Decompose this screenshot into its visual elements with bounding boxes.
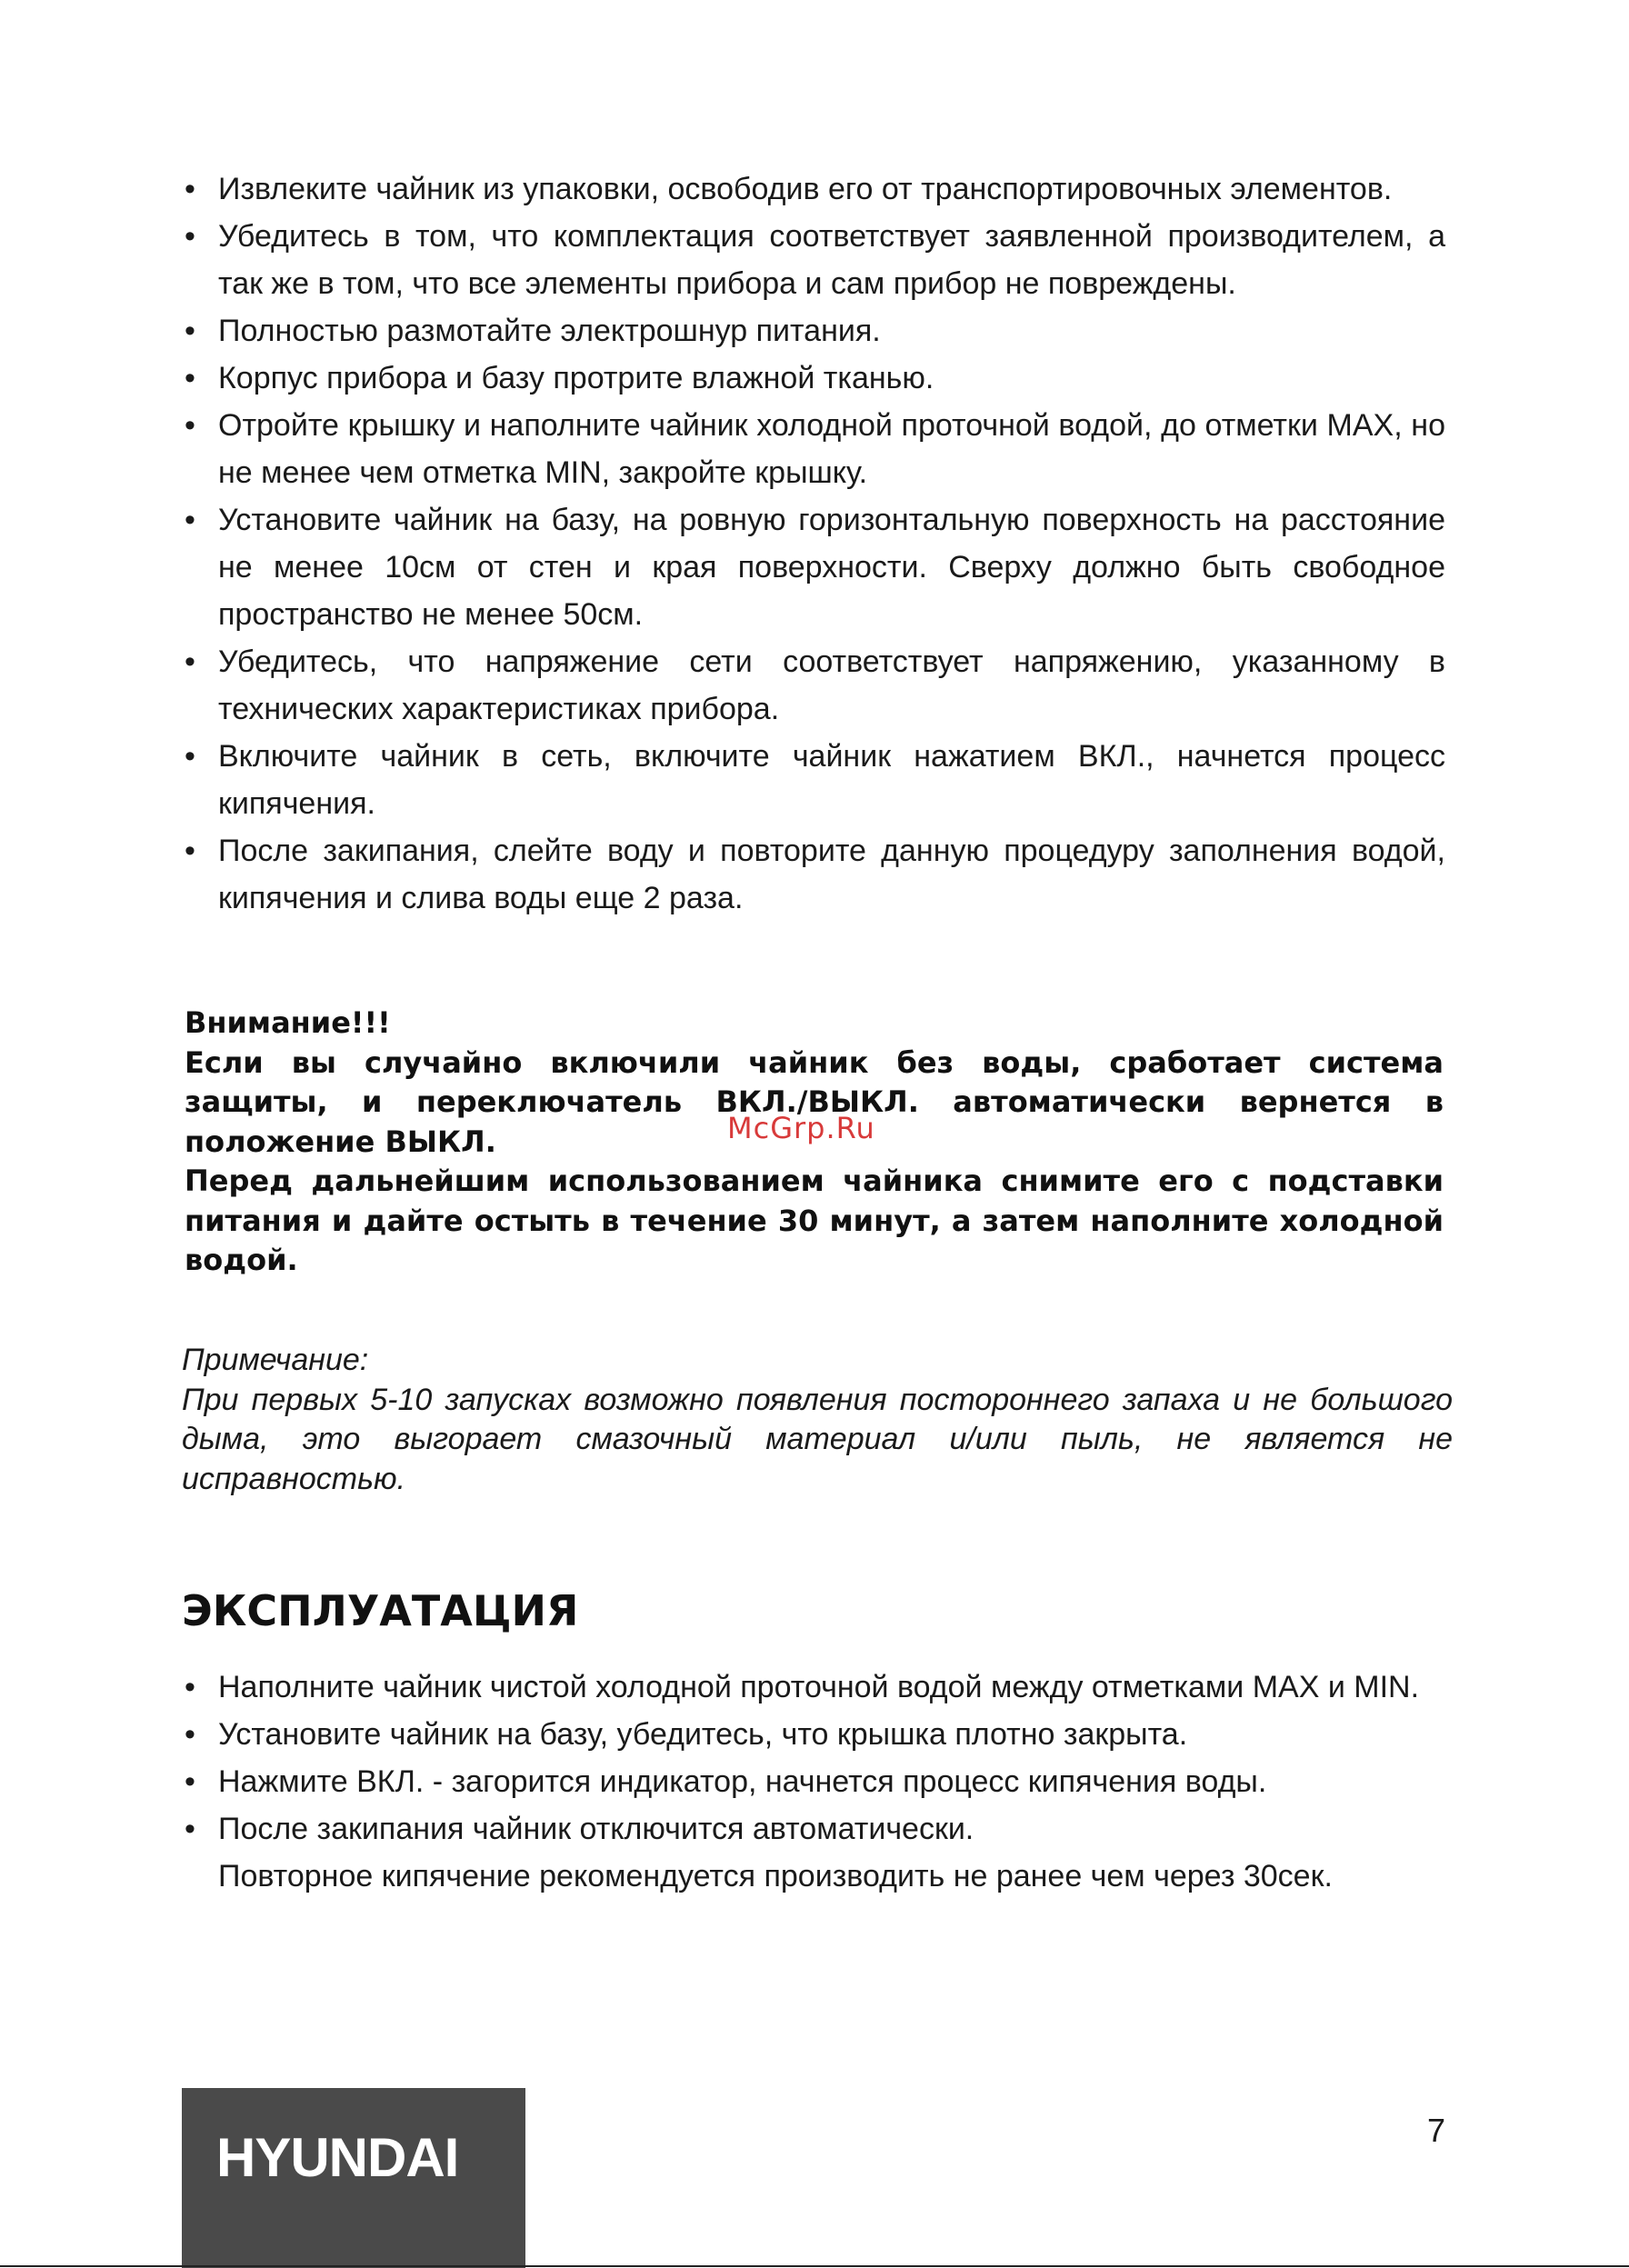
- bullet-icon: •: [185, 1670, 195, 1704]
- brand-logo-text: HYUNDAI: [216, 2127, 459, 2188]
- bullet-icon: •: [185, 739, 195, 774]
- bullet-icon: •: [185, 408, 195, 443]
- note-title: Примечание:: [182, 1343, 369, 1377]
- bullet-icon: •: [185, 1764, 195, 1799]
- bullet-icon: •: [185, 219, 195, 254]
- list-item: • Убедитесь в том, что комплектация соответствует заявленной производителем, а так же в том, что все элементы прибора и сам прибор не повреждены.: [182, 213, 1445, 307]
- bullet-icon: •: [185, 1812, 195, 1846]
- bullet-icon: •: [185, 314, 195, 348]
- bullet-icon: •: [185, 834, 195, 868]
- operation-list: [182, 1664, 1445, 1900]
- list-item: • Установите чайник на базу, убедитесь, что крышка плотно закрыта.: [182, 1711, 1445, 1758]
- list-item: • Полностью размотайте электрошнур питания.: [182, 307, 1445, 355]
- bullet-icon: •: [185, 503, 195, 537]
- list-item: • Отройте крышку и наполните чайник холодной проточной водой, до отметки MAX, но не менее чем отметка MIN, закройте крышку.: [182, 402, 1445, 496]
- warning-title: Внимание!!!: [185, 1005, 391, 1040]
- note-block: [182, 1341, 1453, 1499]
- preparation-list: [182, 165, 1445, 922]
- page-number: 7: [1427, 2112, 1446, 2149]
- list-item-continuation: Повторное кипячение рекомендуется производить не ранее чем через 30сек.: [218, 1859, 1333, 1893]
- list-item: • Нажмите ВКЛ. - загорится индикатор, начнется процесс кипячения воды.: [182, 1758, 1445, 1805]
- warning-paragraph: Перед дальнейшим использованием чайника снимите его с подставки питания и дайте остыть в течение 30 минут, а затем наполните холодной водой.: [185, 1164, 1444, 1277]
- bullet-icon: •: [185, 644, 195, 679]
- watermark: McGrp.Ru: [727, 1111, 875, 1145]
- brand-logo: [182, 2088, 525, 2268]
- list-item: • Убедитесь, что напряжение сети соответствует напряжению, указанному в технических характеристиках прибора.: [182, 638, 1445, 733]
- list-item: • Корпус прибора и базу протрите влажной тканью.: [182, 355, 1445, 402]
- note-text: При первых 5-10 запусках возможно появления постороннего запаха и не большого дыма, это выгорает смазочный материал и/или пыль, не является не исправностью.: [182, 1382, 1453, 1496]
- bullet-icon: •: [185, 172, 195, 206]
- bullet-icon: •: [185, 361, 195, 395]
- list-item: • После закипания чайник отключится автоматически.: [182, 1805, 1445, 1853]
- list-item: • Наполните чайник чистой холодной проточной водой между отметками MAX и MIN.: [182, 1664, 1445, 1711]
- list-item: • Включите чайник в сеть, включите чайник нажатием ВКЛ., начнется процесс кипячения.: [182, 733, 1445, 827]
- warning-paragraph: Если вы случайно включили чайник без воды, сработает система защиты, и переключатель ВКЛ./ВЫКЛ. автоматически вернется в положение ВЫКЛ.: [185, 1044, 1444, 1159]
- bullet-icon: •: [185, 1717, 195, 1752]
- section-heading: ЭКСПЛУАТАЦИЯ: [182, 1586, 579, 1635]
- list-item: • После закипания, слейте воду и повторите данную процедуру заполнения водой, кипячения и слива воды еще 2 раза.: [182, 827, 1445, 922]
- list-item: • Установите чайник на базу, на ровную горизонтальную поверхность на расстояние не менее 10см от стен и края поверхности. Сверху должно быть свободное пространство не менее 50см.: [182, 496, 1445, 638]
- list-item: • Извлеките чайник из упаковки, освободив его от транспортировочных элементов.: [182, 165, 1445, 213]
- bottom-divider: [0, 2265, 1629, 2267]
